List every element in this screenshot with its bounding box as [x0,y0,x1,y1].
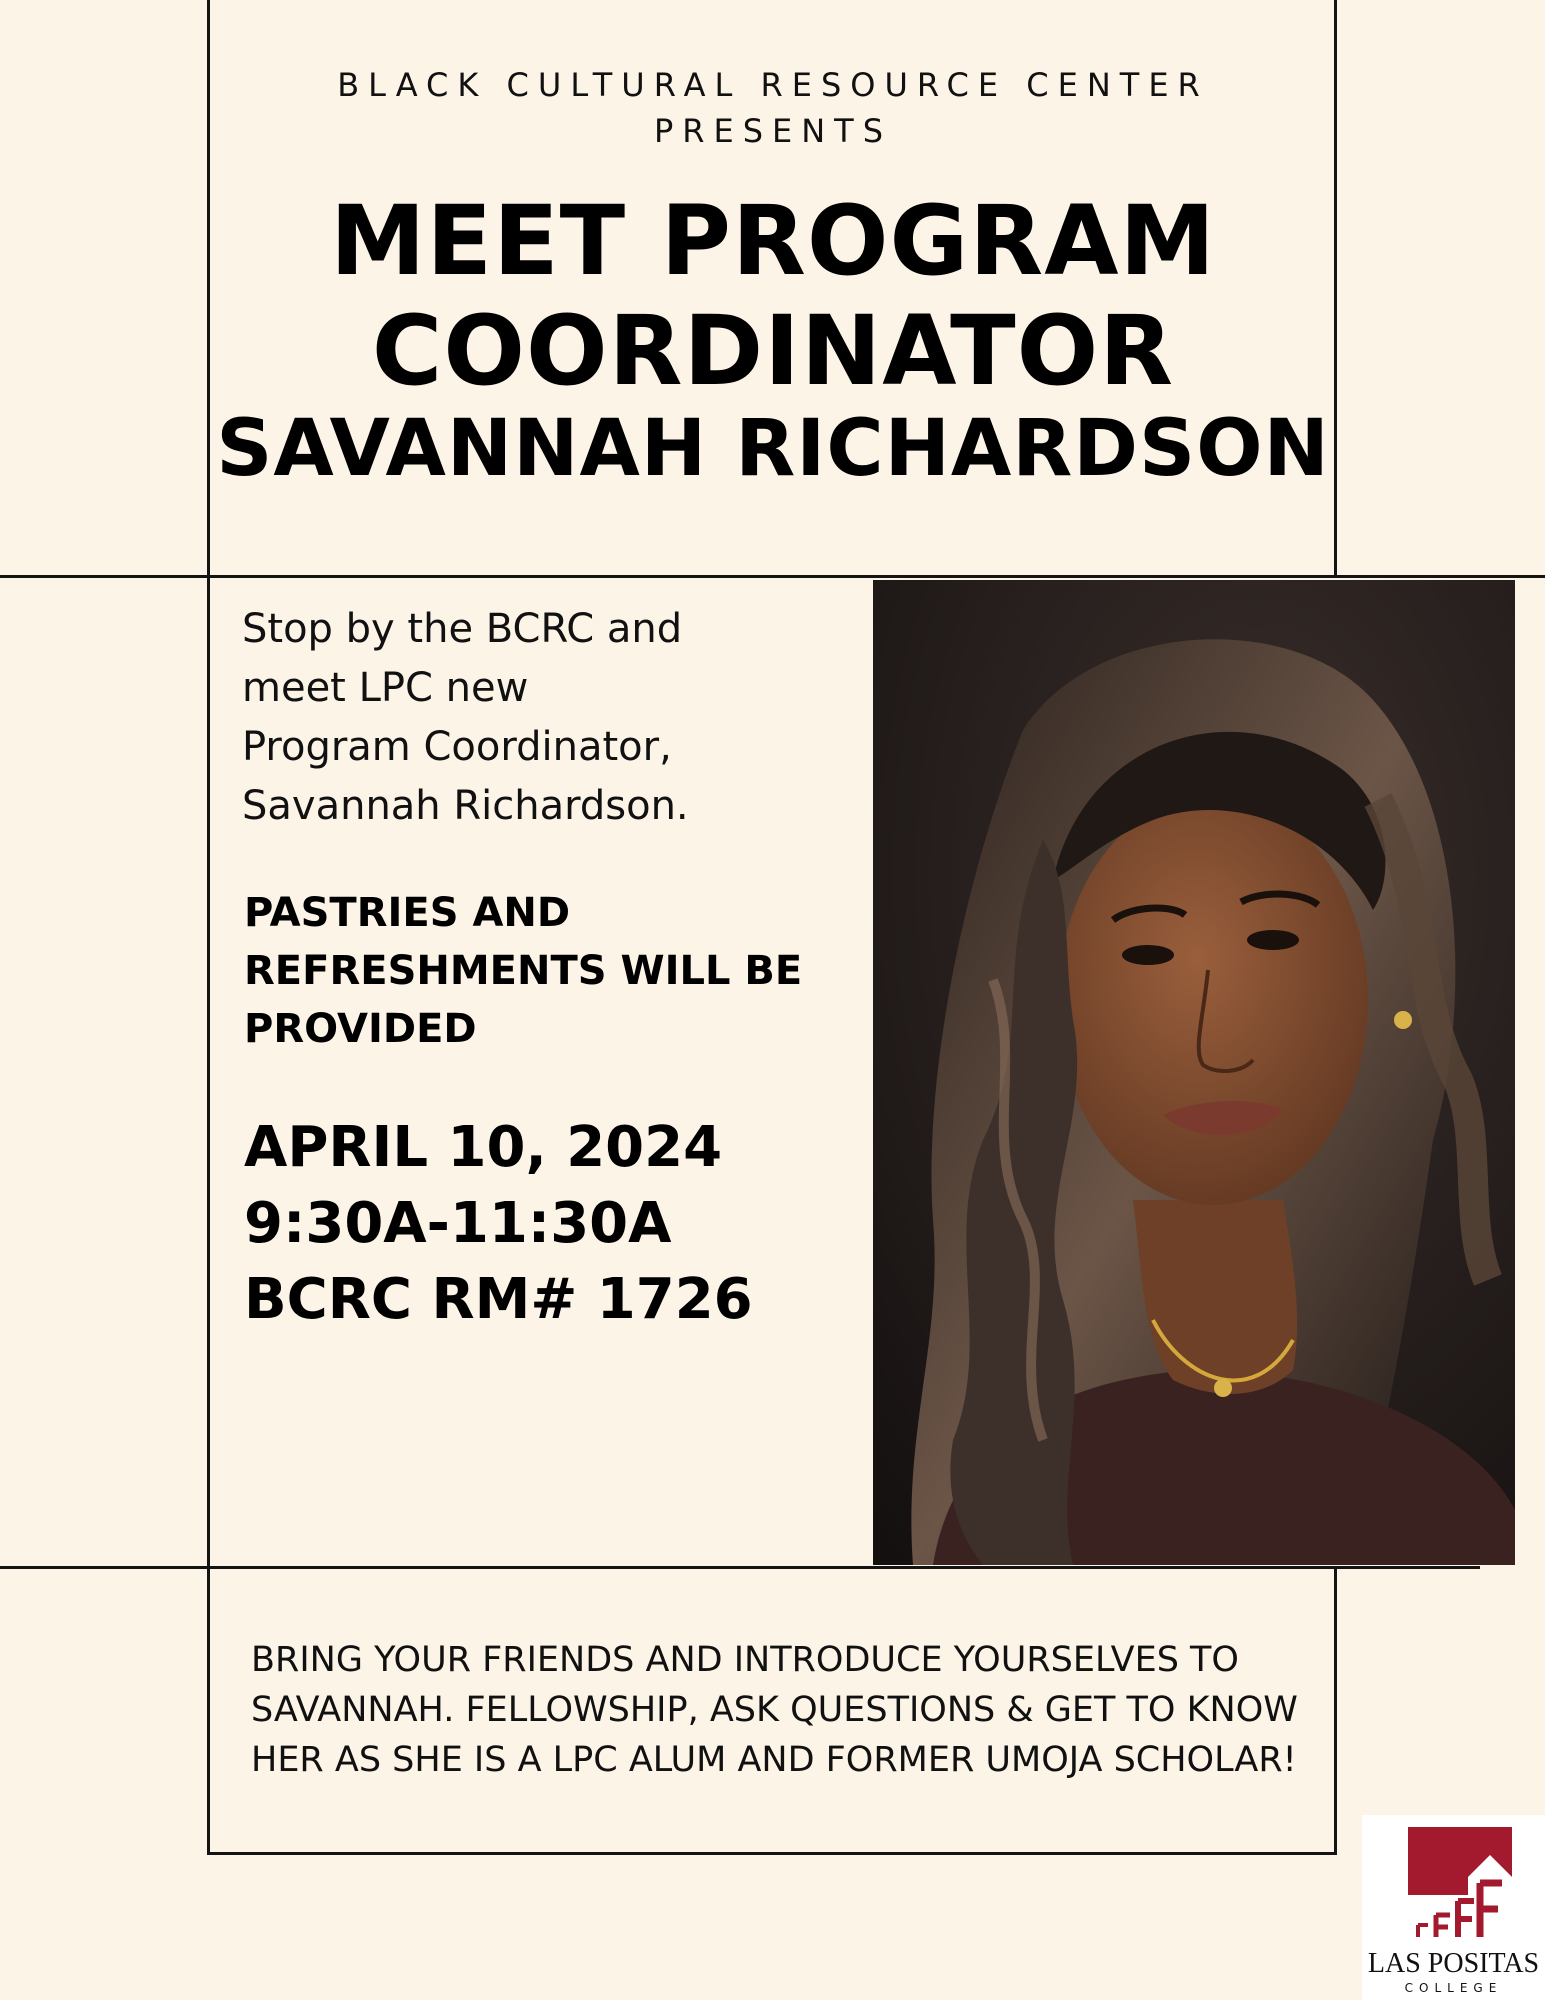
page-title [210,186,1336,406]
grid-line-horizontal-bottom [207,1852,1337,1855]
event-date: APRIL 10, 2024 [244,1115,723,1180]
grid-line-horizontal-middle [0,1566,1480,1569]
footer-line: BRING YOUR FRIENDS AND INTRODUCE YOURSELVES TO [251,1640,1239,1680]
intro-line: Stop by the BCRC and [242,606,683,652]
portrait-photo [873,580,1515,1565]
coordinator-name: SAVANNAH RICHARDSON [216,404,1330,494]
event-time: 9:30A-11:30A [244,1191,672,1256]
footer-line: SAVANNAH. FELLOWSHIP, ASK QUESTIONS & GET TO KNOW [251,1690,1298,1730]
refreshments-line: PROVIDED [244,1006,477,1052]
logo-subtitle: COLLEGE [1404,1981,1503,1995]
intro-line: meet LPC new [242,665,529,711]
grid-line-horizontal-top [0,575,1545,578]
event-info [244,1110,864,1338]
title-line-2: COORDINATOR [371,295,1175,407]
event-location: BCRC RM# 1726 [244,1267,753,1332]
footer-invitation [251,1635,1311,1785]
refreshments-line: PASTRIES AND [244,890,571,936]
intro-line: Savannah Richardson. [242,783,689,829]
title-line-1: MEET PROGRAM [329,185,1217,297]
college-logo [1362,1815,1545,2000]
college-logo-icon [1362,1815,1545,1945]
refreshments-line: REFRESHMENTS WILL BE [244,948,803,994]
presenter-heading [210,62,1336,154]
intro-text [242,600,862,836]
footer-line: HER AS SHE IS A LPC ALUM AND FORMER UMOJA SCHOLAR! [251,1740,1297,1780]
logo-name: LAS POSITAS [1367,1948,1540,1979]
intro-line: Program Coordinator, [242,724,672,770]
refreshments-note [244,884,864,1058]
presenter-line-2: PRESENTS [653,112,893,150]
grid-line-vertical-right-bottom [1334,1567,1337,1855]
presenter-line-1: BLACK CULTURAL RESOURCE CENTER [337,66,1209,104]
